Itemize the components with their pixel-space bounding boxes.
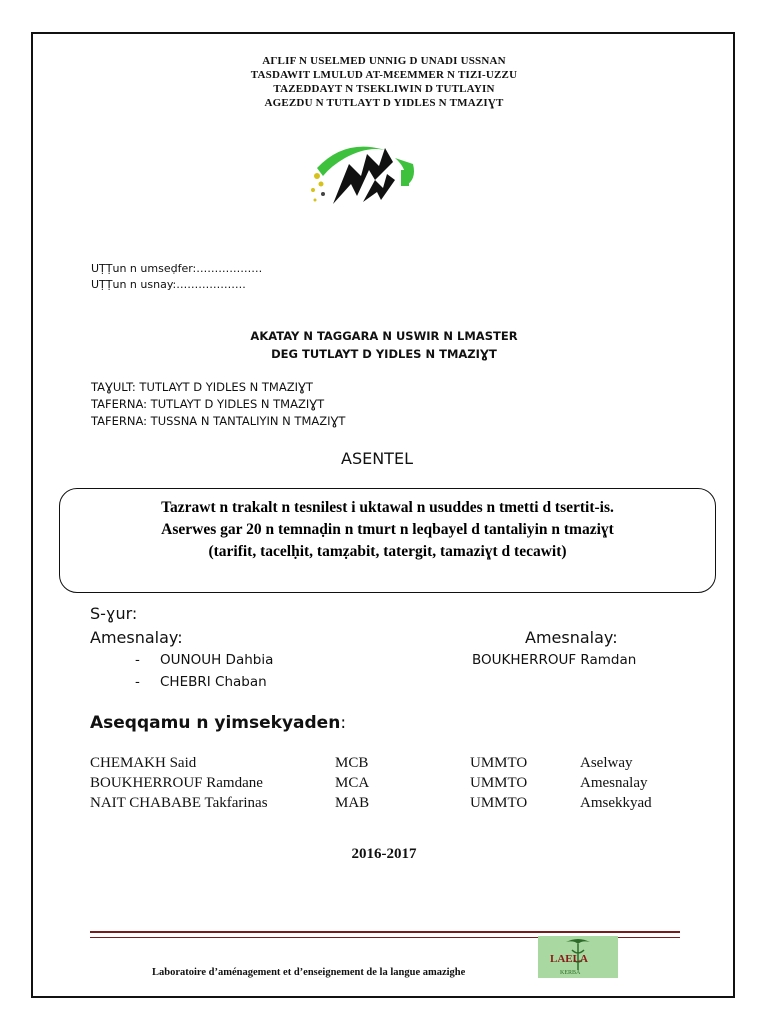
identifier-block [91, 261, 262, 293]
lab-logo-top-text: LAELA [550, 953, 588, 965]
lab-logo [538, 936, 618, 978]
jury-heading-colon: : [340, 713, 347, 733]
department-line: AGEZDU N TUTLAYT D YIDLES N TMAZIƔT [264, 97, 504, 109]
jury-row [90, 795, 690, 815]
authors-label: S-ɣur: [90, 604, 138, 623]
jury-row [90, 755, 690, 775]
institution-header [0, 54, 768, 110]
specialty-block [91, 379, 345, 430]
jury-name: BOUKHERROUF Ramdane [90, 775, 263, 791]
jury-grade: MCA [335, 775, 370, 791]
domain-line: TAƔULT: TUTLAYT D YIDLES N TMAZIƔT [91, 380, 313, 394]
topic-line3: (tarifit, tacelḥit, tamẓabit, tatergit, tamaziɣt d tecawit) [208, 543, 567, 560]
jury-university: UMMTO [470, 795, 528, 811]
jury-role: Amsekkyad [580, 795, 652, 811]
topic-line2: Aserwes gar 20 n temnaḍin n tmurt n leqbayel d tantaliyin n tmaziɣt [161, 521, 614, 538]
footer-rule-thick [90, 931, 680, 933]
student-2-name: CHEBRI Chaban [160, 674, 267, 690]
supervisor-label: Amesnalay: [525, 628, 618, 647]
jury-name: NAIT CHABABE Takfarinas [90, 795, 268, 811]
field-line-2: TAFERNA: TUSSNA N TANTALIYIN N TMAZIƔT [91, 414, 346, 428]
university-line: TASDAWIT LMULUD AT-MƐEMMER N TIZI-UZZU [250, 69, 518, 81]
topic-box [59, 488, 716, 593]
jury-heading-label: Aseqqamu n yimsekyaden [90, 713, 341, 733]
memoir-title-line1: AKATAY N TAGGARA N USWIR N LMASTER [250, 329, 518, 343]
jury-grade: MCB [335, 755, 369, 771]
jury-row [90, 775, 690, 795]
umsedfer-number: UṬṬun n umseḍfer:……………… [91, 262, 263, 275]
ministry-line: AΓLIF N USELMED UNNIG D UNADI USSNAN [262, 55, 506, 67]
jury-university: UMMTO [470, 775, 528, 791]
supervisor-name: BOUKHERROUF Ramdan [472, 652, 637, 668]
jury-name: CHEMAKH Said [90, 755, 197, 771]
memoir-title-line2: DEG TUTLAYT D YIDLES N TMAZIƔT [271, 347, 497, 361]
field-line-1: TAFERNA: TUTLAYT D YIDLES N TMAZIƔT [91, 397, 325, 411]
topic-heading: ASENTEL [341, 449, 413, 468]
jury-heading [90, 713, 346, 733]
student-2: - CHEBRI Chaban [135, 674, 267, 690]
lab-logo-mark [538, 936, 618, 978]
memoir-title [0, 327, 768, 363]
lab-logo-bottom-text: KERBA [560, 970, 581, 976]
academic-year: 2016-2017 [351, 846, 417, 862]
university-logo [305, 140, 425, 212]
jury-role: Amesnalay [580, 775, 648, 791]
jury-table [90, 755, 690, 815]
lab-name: Laboratoire d’aménagement et d’enseignement de la langue amazighe [152, 967, 466, 978]
jury-university: UMMTO [470, 755, 528, 771]
usnay-number: UṬṬun n usnay:………………. [91, 278, 246, 291]
students-label: Amesnalay: [90, 628, 183, 647]
jury-role: Aselway [580, 755, 633, 771]
topic-line1: Tazrawt n trakalt n tesnilest i uktawal n usuddes n tmetti d tsertit-is. [161, 499, 614, 516]
jury-grade: MAB [335, 795, 370, 811]
faculty-line: TAZEDDAYT N TSEKLIWIN D TUTLAYIN [273, 83, 495, 95]
student-1-name: OUNOUH Dahbia [160, 652, 274, 668]
student-1: - OUNOUH Dahbia [135, 652, 274, 668]
